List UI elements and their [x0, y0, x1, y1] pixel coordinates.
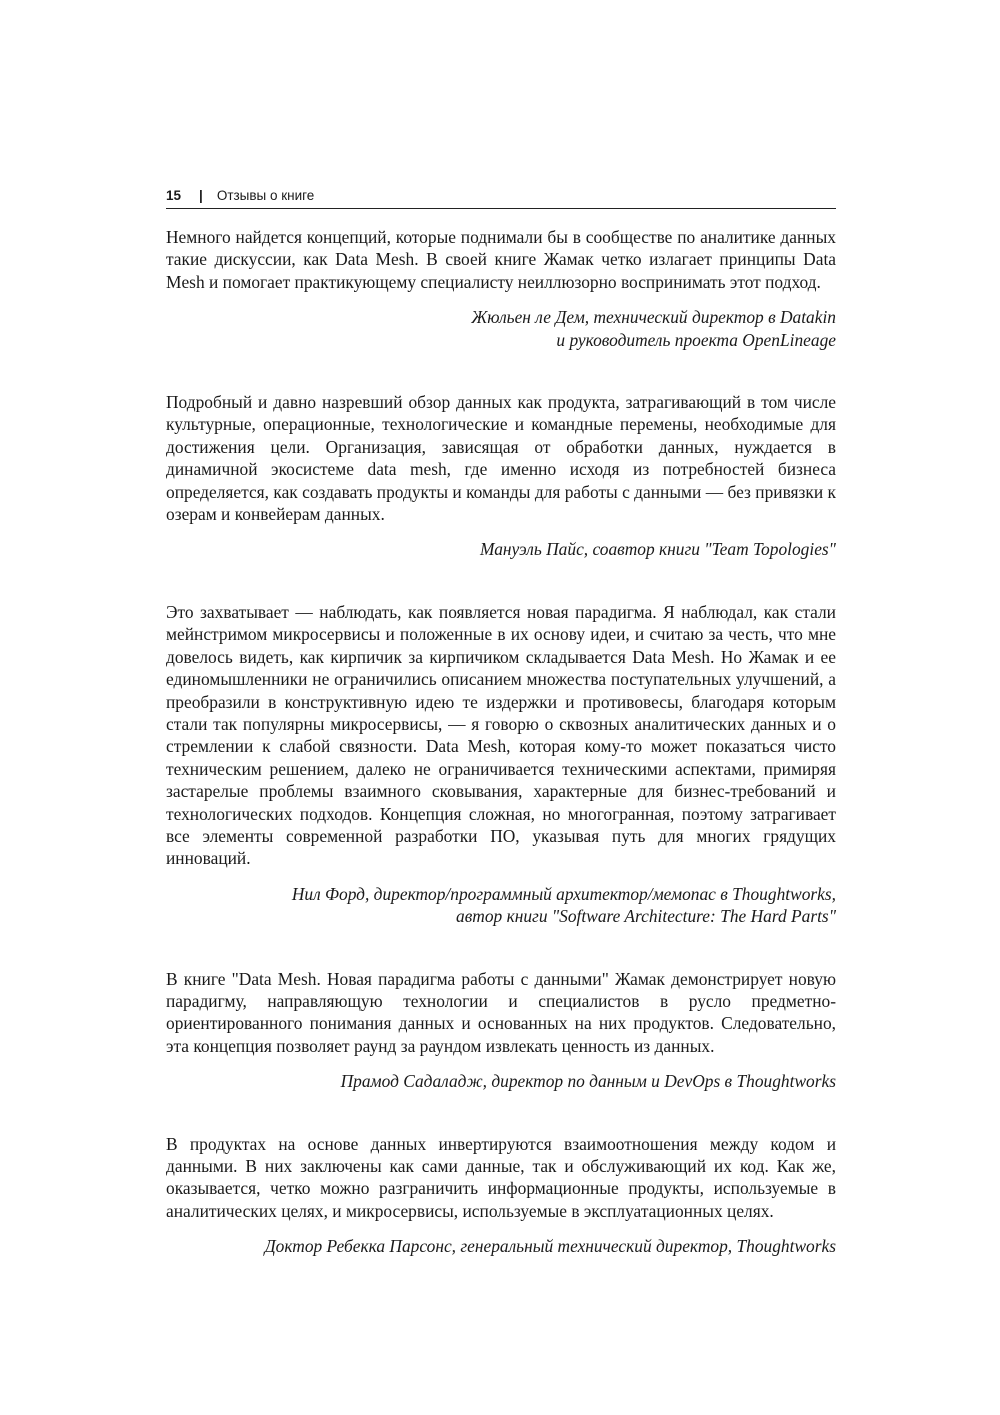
reviews-section — [166, 226, 836, 1258]
review-text: Немного найдется концепций, которые поднимали бы в сообществе по аналитике данных такие дискуссии, как Data Mesh. В своей книге Жамак четко излагает принципы Data Mesh и помогает практикующему специалисту неиллюзорно воспринимать этот подход. — [166, 227, 836, 292]
running-header — [166, 187, 836, 209]
review-4 — [166, 968, 836, 1093]
review-text: Подробный и давно назревший обзор данных как продукта, затрагивающий в том числе культурные, операционные, технологические и командные перемены, необходимые для достижения цели. Организация, зависящая от обработки данных, нуждается в динамичной экосистеме data mesh, где именно исходя из потребностей бизнеса определяется, как создавать продукты и команды для работы с данными — без привязки к озерам и конвейерам данных. — [166, 392, 836, 525]
header-separator: | — [199, 188, 203, 203]
author-line: автор книги "Software Architecture: The Hard Parts" — [456, 906, 836, 927]
author-line: и руководитель проекта OpenLineage — [556, 329, 836, 350]
review-1 — [166, 226, 836, 351]
review-author — [166, 1070, 836, 1092]
review-5 — [166, 1133, 836, 1258]
review-author — [166, 538, 836, 560]
review-author — [166, 1235, 836, 1257]
review-2 — [166, 391, 836, 561]
author-line: Нил Форд, директор/программный архитектор/мемопас в Thoughtworks, — [291, 883, 836, 904]
author-line: Жюльен ле Дем, технический директор в Datakin — [471, 307, 836, 328]
author-line: Мануэль Пайс, соавтор книги "Team Topologies" — [479, 539, 836, 560]
review-author — [166, 883, 836, 928]
review-text: В продуктах на основе данных инвертируются взаимоотношения между кодом и данными. В них заключены как сами данные, так и обслуживающий их код. Как же, оказывается, четко можно разграничить информационные продукты, используемые в аналитических целях, и микросервисы, используемые в эксплуатационных целях. — [166, 1133, 836, 1221]
author-line: Прамод Садаладж, директор по данным и DevOps в Thoughtworks — [340, 1071, 836, 1092]
review-author — [166, 306, 836, 351]
review-text: В книге "Data Mesh. Новая парадигма работы с данными" Жамак демонстрирует новую парадигму, направляющую технологии и специалистов в русло предметно-ориентированного понимания данных и основанных на них продуктов. Следовательно, эта концепция позволяет раунд за раундом извлекать ценность из данных. — [166, 968, 836, 1056]
page-number: 15 — [166, 188, 182, 203]
review-3 — [166, 601, 836, 928]
review-text: Это захватывает — наблюдать, как появляется новая парадигма. Я наблюдал, как стали мейнстримом микросервисы и положенные в их основу идеи, и считаю за честь, что мне довелось видеть, как кирпичик за кирпичиком складывается Data Mesh. Но Жамак и ее единомышленники не ограничились описанием множества поступательных улучшений, а преобразили в конструктивную идею те издержки и противовесы, благодаря которым стали так популярны микросервисы, — я говорю о сквозных аналитических данных и о стремлении к слабой связности. Data Mesh, которая кому-то может показаться чисто техническим решением, далеко не ограничивается техническими аспектами, примиряя застарелые проблемы взаимного сковывания, характерные для бизнес-требований и технологических подходов. Концепция сложная, но многогранная, поэтому затрагивает все элементы современной разработки ПО, указывая путь для многих грядущих инноваций. — [166, 601, 836, 869]
section-title: Отзывы о книге — [216, 188, 315, 203]
author-line: Доктор Ребекка Парсонс, генеральный технический директор, Thoughtworks — [264, 1236, 836, 1257]
